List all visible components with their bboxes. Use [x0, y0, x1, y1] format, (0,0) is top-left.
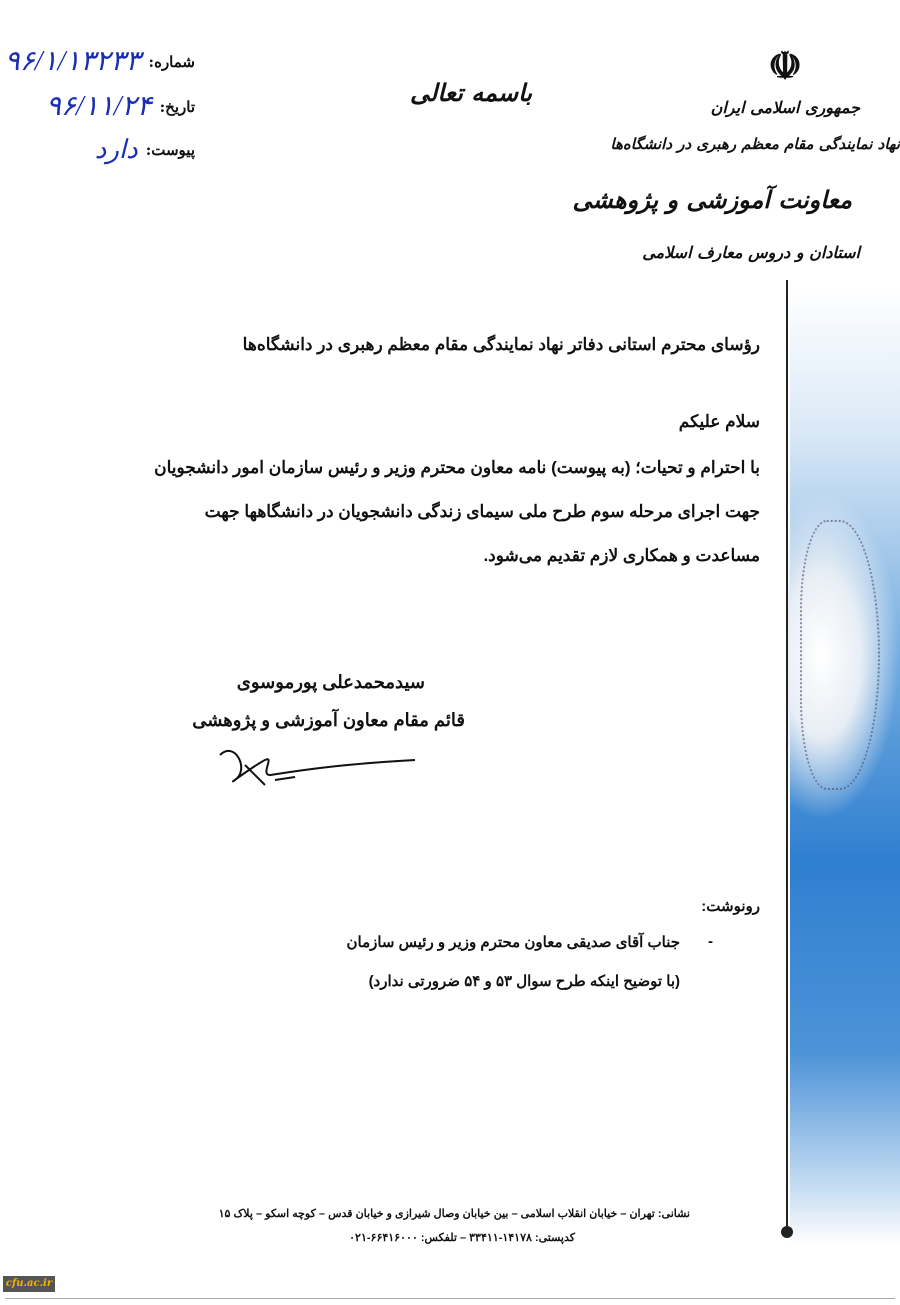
number-field	[5, 45, 195, 79]
letterhead-department: معاونت آموزشی و پژوهشی	[572, 185, 852, 214]
letter-body	[150, 446, 760, 578]
cc-note: (با توضیح اینکه طرح سوال ۵۳ و ۵۴ ضرورتی ندارد)	[368, 973, 680, 990]
vertical-rule	[786, 280, 788, 1230]
attachment-field	[95, 133, 195, 167]
attachment-label: پیوست:	[145, 141, 195, 159]
bottom-rule	[5, 1298, 895, 1299]
ornament-pattern	[800, 520, 880, 790]
rule-end-dot	[781, 1226, 793, 1238]
cc-label: رونوشت:	[701, 898, 760, 915]
cc-dash: -	[708, 933, 713, 950]
signer-name: سیدمحمدعلی پورموسوی	[236, 672, 425, 692]
body-line-2: دانشجویان جهت اجرای مرحله سوم طرح ملی سیمای زندگی دانشجویان در	[154, 458, 760, 521]
attachment-value: دارد	[94, 135, 138, 164]
letterhead-division: استادان و دروس معارف اسلامی	[642, 243, 860, 262]
iran-emblem-icon: ☫	[767, 46, 803, 88]
date-label: تاریخ:	[159, 98, 195, 116]
recipient: رؤسای محترم استانی دفاتر نهاد نمایندگی مقام معظم رهبری در دانشگاه‌ها	[242, 335, 760, 354]
footer-address: نشانی: تهران – خیابان انقلاب اسلامی – بین خیابان وصال شیرازی و خیابان قدس – کوچه اسکو – پلاک ۱۵	[218, 1208, 690, 1220]
body-line-3: دانشگاهها جهت مساعدت و همکاری لازم تقدیم می‌شود.	[204, 502, 760, 565]
body-line-1: با احترام و تحیات؛ (به پیوست) نامه معاون محترم وزیر و رئیس سازمان امور	[233, 458, 760, 477]
signature	[205, 740, 425, 795]
footer-postal: کدپستی: ۱۴۱۷۸-۳۳۴۱۱ – تلفکس: ۶۶۴۱۶۰۰۰-۰۲۱	[349, 1232, 575, 1244]
greeting: سلام علیکم	[678, 412, 760, 431]
letterhead-organization: نهاد نمایندگی مقام معظم رهبری در دانشگاه‌ها	[610, 135, 900, 153]
site-watermark: cfu.ac.ir	[3, 1276, 55, 1292]
signer-title: قائم مقام معاون آموزشی و پژوهشی	[192, 710, 465, 730]
invocation: باسمه تعالی	[410, 78, 533, 107]
number-value: ۹۶/۱/۱۳۲۳۳	[4, 46, 141, 77]
letterhead-country: جمهوری اسلامی ایران	[710, 98, 860, 117]
cc-recipient: جناب آقای صدیقی معاون محترم وزیر و رئیس سازمان	[346, 934, 680, 951]
date-value: ۹۶/۱۱/۲۴	[45, 91, 152, 122]
number-label: شماره:	[148, 53, 195, 71]
date-field	[46, 90, 195, 124]
